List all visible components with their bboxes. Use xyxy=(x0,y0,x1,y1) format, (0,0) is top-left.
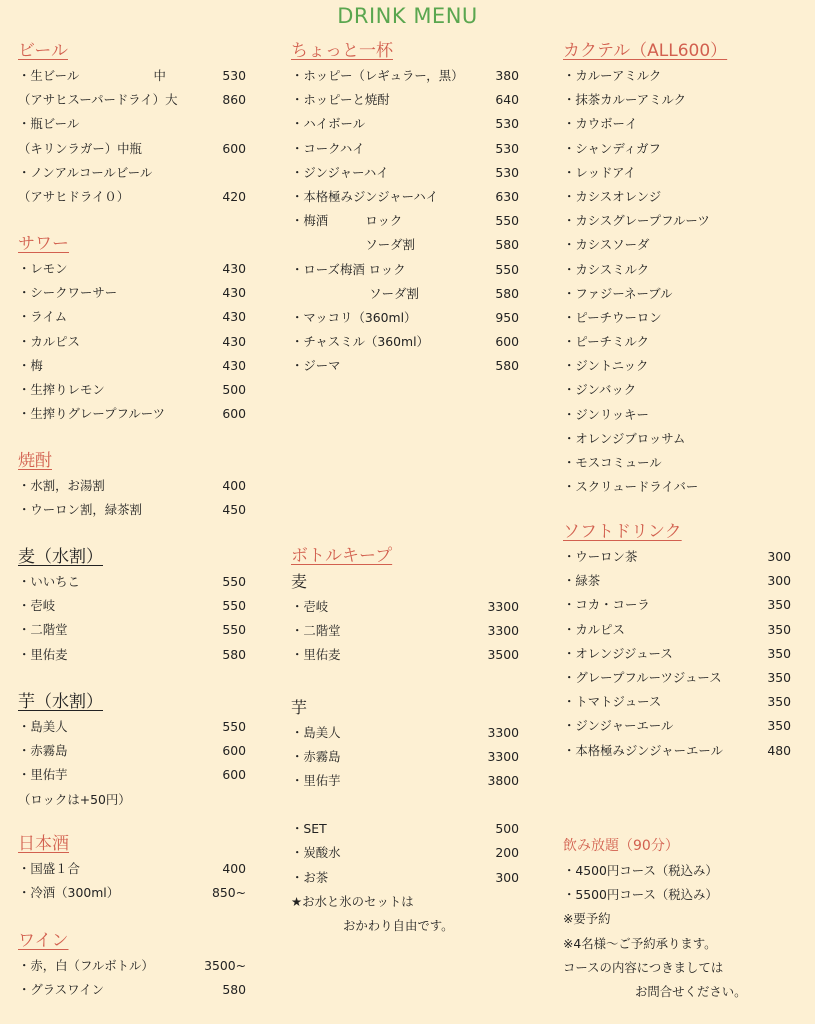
item-name: ・本格極みジンジャーエール xyxy=(563,742,723,758)
reservation-note: ※要予約 xyxy=(563,911,611,927)
item-name: ・マッコリ（360ml） xyxy=(291,309,417,325)
item-price: 550 xyxy=(222,719,246,734)
menu-item xyxy=(18,474,246,498)
item-list xyxy=(291,64,519,378)
menu-item xyxy=(18,137,246,161)
item-price: 350 xyxy=(767,694,791,710)
item-price: 850~ xyxy=(211,885,246,901)
item-name: ・梅 xyxy=(18,357,43,373)
menu-item xyxy=(291,595,519,619)
item-name: ・里佑麦 xyxy=(18,646,68,662)
menu-item xyxy=(563,883,791,907)
item-name: ・里佑芋 xyxy=(291,772,341,788)
item-list xyxy=(18,715,246,788)
section-heading: ソフトドリンク xyxy=(563,522,682,542)
menu-item xyxy=(563,451,791,475)
menu-item xyxy=(291,209,519,233)
item-name: ・ホッピー（レギュラー，黒） xyxy=(291,68,464,83)
item-name: ・チャスミル（360ml） xyxy=(291,334,429,350)
menu-item xyxy=(563,714,791,738)
item-name: ・いいちこ xyxy=(18,574,80,589)
menu-item xyxy=(18,643,246,667)
item-name: ・ジンバック xyxy=(563,382,637,398)
item-name: ・モスコミュール xyxy=(563,455,662,470)
menu-item xyxy=(291,137,519,161)
item-price: 530 xyxy=(495,164,519,180)
item-price: 350 xyxy=(767,621,791,637)
menu-item xyxy=(291,185,519,209)
item-price: 380 xyxy=(495,68,519,83)
item-name: ・ライム xyxy=(18,309,68,325)
item-price: 600 xyxy=(495,334,519,350)
item-name: ・ジンジャーハイ xyxy=(291,164,389,180)
item-price: 860 xyxy=(222,92,246,108)
menu-item xyxy=(291,354,519,378)
section-heading: 麦（水割） xyxy=(18,547,103,567)
item-name: ・コカ・コーラ xyxy=(563,597,650,613)
item-name: ・お茶 xyxy=(291,869,329,885)
item-price: 430 xyxy=(222,309,246,325)
item-name: ・二階堂 xyxy=(18,622,68,638)
menu-item xyxy=(291,88,519,112)
menu-item xyxy=(18,715,246,739)
item-list xyxy=(563,859,791,907)
menu-item xyxy=(291,817,519,841)
menu-item xyxy=(18,354,246,378)
item-name: ・炭酸水 xyxy=(291,845,341,861)
item-price: 630 xyxy=(495,188,519,204)
menu-item xyxy=(18,594,246,618)
item-name: ・里佑麦 xyxy=(291,647,341,663)
menu-item xyxy=(291,841,519,865)
menu-item xyxy=(563,403,791,427)
section-heading: 日本酒 xyxy=(18,834,69,854)
item-price: 550 xyxy=(495,213,519,229)
menu-item xyxy=(291,330,519,354)
course-note: お問合せください。 xyxy=(635,983,747,999)
item-name: ・カシスソーダ xyxy=(563,237,650,253)
item-price: 550 xyxy=(222,598,246,614)
menu-item xyxy=(291,64,519,88)
item-price: 580 xyxy=(495,285,519,301)
item-name: ・生ビール 中 xyxy=(18,68,166,83)
item-price: 500 xyxy=(222,381,246,397)
item-price: 3800 xyxy=(487,772,519,788)
menu-item xyxy=(563,378,791,402)
item-name: ・里佑芋 xyxy=(18,767,68,783)
section-heading: カクテル（ALL600） xyxy=(563,41,728,61)
menu-item xyxy=(18,739,246,763)
item-name: ・生搾りグレープフルーツ xyxy=(18,406,166,422)
bottle-note: ★お水と氷のセットは xyxy=(291,893,414,909)
item-price: 350 xyxy=(767,669,791,685)
item-name: ・シャンディガフ xyxy=(563,140,661,156)
item-price: 600 xyxy=(222,406,246,422)
menu-item xyxy=(18,88,246,112)
menu-item xyxy=(18,763,246,787)
item-name: （アサヒドライ０） xyxy=(18,188,130,204)
item-name: ・カルピス xyxy=(18,333,80,349)
item-name: ・4500円コース（税込み） xyxy=(563,863,718,878)
menu-item xyxy=(18,161,246,185)
item-name: ・5500円コース（税込み） xyxy=(563,887,718,903)
item-price: 600 xyxy=(222,767,246,783)
item-price: 450 xyxy=(222,502,246,518)
section-heading: 芋（水割） xyxy=(18,692,103,712)
item-price: 500 xyxy=(495,821,519,837)
menu-item xyxy=(563,233,791,257)
item-list xyxy=(18,570,246,667)
item-price: 200 xyxy=(495,845,519,861)
item-price: 550 xyxy=(222,574,246,589)
item-price: 640 xyxy=(495,92,519,108)
item-name: ・レモン xyxy=(18,261,68,276)
menu-item xyxy=(291,306,519,330)
item-price: 3500~ xyxy=(204,958,246,973)
section-heading: ボトルキープ xyxy=(291,546,393,566)
menu-item xyxy=(563,618,791,642)
item-name: ・冷酒（300ml） xyxy=(18,885,120,901)
menu-item xyxy=(18,185,246,209)
item-name: ・オレンジジュース xyxy=(563,645,673,661)
menu-item xyxy=(563,475,791,499)
item-name: ・シークワーサー xyxy=(18,285,118,301)
section-imo xyxy=(18,689,246,812)
menu-item xyxy=(563,666,791,690)
item-price: 580 xyxy=(222,982,246,998)
menu-item xyxy=(18,954,246,978)
menu-item xyxy=(18,570,246,594)
menu-item xyxy=(18,881,246,905)
item-list xyxy=(18,257,246,426)
menu-item xyxy=(563,569,791,593)
item-name: ・赤霧島 xyxy=(291,748,341,764)
item-price: 530 xyxy=(222,68,246,83)
menu-item xyxy=(563,161,791,185)
menu-item xyxy=(563,64,791,88)
item-list xyxy=(18,954,246,1002)
item-price: 530 xyxy=(495,116,519,132)
menu-item xyxy=(18,618,246,642)
item-name: （アサヒスーパードライ）大 xyxy=(18,92,178,108)
menu-item xyxy=(563,112,791,136)
section-mugi xyxy=(18,544,246,667)
item-name: ・カシスグレープフルーツ xyxy=(563,213,710,229)
menu-item xyxy=(291,769,519,793)
item-price: 430 xyxy=(222,333,246,349)
menu-item xyxy=(18,64,246,88)
menu-item xyxy=(291,282,519,306)
item-name: ・ジンリッキー xyxy=(563,406,649,422)
item-list xyxy=(563,545,791,763)
menu-item xyxy=(291,745,519,769)
item-price: 420 xyxy=(222,188,246,204)
menu-item xyxy=(563,859,791,883)
item-name: ・ウーロン割，緑茶割 xyxy=(18,502,142,518)
menu-item xyxy=(18,257,246,281)
item-price: 430 xyxy=(222,285,246,301)
item-name: ・赤，白（フルボトル） xyxy=(18,958,154,973)
item-price: 400 xyxy=(222,478,246,493)
course-note: コースの内容につきましては xyxy=(563,959,724,975)
item-price: 600 xyxy=(222,743,246,759)
section-soft-drink xyxy=(563,519,791,763)
bottle-note: おかわり自由です。 xyxy=(343,917,454,933)
section-heading: 焼酎 xyxy=(18,451,52,471)
item-name: ・抹茶カルーアミルク xyxy=(563,92,687,108)
item-name: ・カウボーイ xyxy=(563,116,638,132)
page-title: DRINK MENU xyxy=(337,4,478,28)
section-heading: 飲み放題（90分） xyxy=(563,838,679,854)
section-ippai xyxy=(291,38,519,378)
menu-item xyxy=(18,857,246,881)
item-price: 400 xyxy=(222,861,246,876)
item-price: 300 xyxy=(767,549,791,564)
item-price: 600 xyxy=(222,140,246,156)
item-list xyxy=(291,595,519,668)
item-name: ・オレンジブロッサム xyxy=(563,430,686,446)
item-price: 3300 xyxy=(487,623,519,639)
item-name: ・レッドアイ xyxy=(563,164,636,180)
item-name: ・ピーチウーロン xyxy=(563,309,662,325)
item-price: 550 xyxy=(495,261,519,277)
item-name: ・ホッピーと焼酎 xyxy=(291,92,390,108)
menu-item xyxy=(563,306,791,330)
section-heading: ちょっと一杯 xyxy=(291,41,393,61)
item-list xyxy=(291,721,519,794)
item-name: ・グレープフルーツジュース xyxy=(563,669,722,685)
item-name: ・緑茶 xyxy=(563,573,601,589)
menu-item xyxy=(18,330,246,354)
menu-item xyxy=(563,739,791,763)
item-price: 350 xyxy=(767,718,791,734)
item-name: ・島美人 xyxy=(18,719,68,734)
rock-note: （ロックは+50円） xyxy=(18,791,131,807)
section-heading: サワー xyxy=(18,234,69,254)
item-name: ・水割，お湯割 xyxy=(18,478,105,493)
menu-item xyxy=(563,137,791,161)
menu-item xyxy=(563,258,791,282)
item-name: ・グラスワイン xyxy=(18,982,104,998)
section-nomihodai xyxy=(563,833,791,1004)
item-price: 3300 xyxy=(487,748,519,764)
item-name: ・スクリュードライバー xyxy=(563,479,699,495)
menu-item xyxy=(291,112,519,136)
item-name: ・ジンジャーエール xyxy=(563,718,674,734)
item-name: ・ジーマ xyxy=(291,358,341,374)
menu-item xyxy=(18,978,246,1002)
item-list xyxy=(18,64,246,209)
item-price: 480 xyxy=(767,742,791,758)
item-name: ・ウーロン茶 xyxy=(563,549,638,564)
item-name: ソーダ割 xyxy=(291,237,415,253)
section-shochu xyxy=(18,448,246,522)
menu-item xyxy=(563,209,791,233)
item-name: ・壱岐 xyxy=(18,598,56,614)
item-price: 3300 xyxy=(487,599,519,614)
item-name: ソーダ割 xyxy=(291,285,419,301)
item-price: 530 xyxy=(495,140,519,156)
section-bottle-keep xyxy=(291,543,519,938)
menu-item xyxy=(291,233,519,257)
item-name: ・瓶ビール xyxy=(18,116,80,132)
item-name: ・ピーチミルク xyxy=(563,334,649,350)
menu-item xyxy=(291,161,519,185)
menu-item xyxy=(563,354,791,378)
menu-item xyxy=(291,866,519,890)
item-name: ・本格極みジンジャーハイ xyxy=(291,188,439,204)
item-name: ・赤霧島 xyxy=(18,743,68,759)
section-cocktail xyxy=(563,38,791,499)
section-wine xyxy=(18,928,246,1002)
menu-item xyxy=(291,258,519,282)
bottle-imo-label: 芋 xyxy=(291,697,308,717)
item-name: ・コークハイ xyxy=(291,140,365,156)
item-price: 350 xyxy=(767,645,791,661)
item-name: ・ジントニック xyxy=(563,358,649,374)
item-list xyxy=(18,857,246,905)
menu-item xyxy=(18,378,246,402)
section-sake xyxy=(18,831,246,905)
item-name: ・ファジーネーブル xyxy=(563,285,673,301)
menu-item xyxy=(563,88,791,112)
menu-item xyxy=(563,690,791,714)
bottle-mugi-label: 麦 xyxy=(291,572,308,591)
item-name: ・ハイボール xyxy=(291,116,366,132)
item-price: 580 xyxy=(495,237,519,253)
item-price: 430 xyxy=(222,357,246,373)
item-list xyxy=(291,817,519,890)
item-name: ・カシスオレンジ xyxy=(563,188,662,204)
item-name: ・カルピス xyxy=(563,621,625,637)
menu-item xyxy=(563,282,791,306)
item-name: ・生搾りレモン xyxy=(18,381,105,397)
item-name: ・国盛１合 xyxy=(18,861,80,876)
item-price: 550 xyxy=(222,622,246,638)
item-price: 350 xyxy=(767,597,791,613)
item-price: 3500 xyxy=(487,647,519,663)
menu-item xyxy=(563,593,791,617)
menu-item xyxy=(563,330,791,354)
item-price: 580 xyxy=(222,646,246,662)
item-name: ・カルーアミルク xyxy=(563,68,662,83)
item-name: ・SET xyxy=(291,821,327,837)
item-price: 580 xyxy=(495,358,519,374)
item-name: ・トマトジュース xyxy=(563,694,662,710)
menu-item xyxy=(18,498,246,522)
item-name: ・島美人 xyxy=(291,724,341,740)
item-list xyxy=(18,474,246,522)
menu-item xyxy=(18,281,246,305)
item-price: 3300 xyxy=(487,724,519,740)
item-name: ・ローズ梅酒 ロック xyxy=(291,261,406,277)
item-price: 300 xyxy=(767,573,791,589)
menu-item xyxy=(291,619,519,643)
reservation-note: ※4名様～ご予約承ります。 xyxy=(563,935,717,951)
item-name: ・壱岐 xyxy=(291,599,329,614)
item-name: ・カシスミルク xyxy=(563,261,650,277)
item-name: ・二階堂 xyxy=(291,623,341,639)
menu-item xyxy=(563,545,791,569)
menu-item xyxy=(291,643,519,667)
item-price: 430 xyxy=(222,261,246,276)
item-name: ・ノンアルコールビール xyxy=(18,164,153,180)
item-name: （キリンラガー）中瓶 xyxy=(18,140,142,156)
item-price: 300 xyxy=(495,869,519,885)
menu-item xyxy=(18,305,246,329)
section-heading: ワイン xyxy=(18,931,69,951)
menu-item xyxy=(18,402,246,426)
menu-item xyxy=(563,427,791,451)
menu-item xyxy=(563,185,791,209)
section-sour xyxy=(18,231,246,426)
menu-item xyxy=(18,112,246,136)
menu-item xyxy=(291,721,519,745)
menu-item xyxy=(563,642,791,666)
item-price: 950 xyxy=(495,309,519,325)
item-list xyxy=(563,64,791,499)
section-beer xyxy=(18,38,246,209)
item-name: ・梅酒 ロック xyxy=(291,213,403,229)
section-heading: ビール xyxy=(18,41,68,61)
